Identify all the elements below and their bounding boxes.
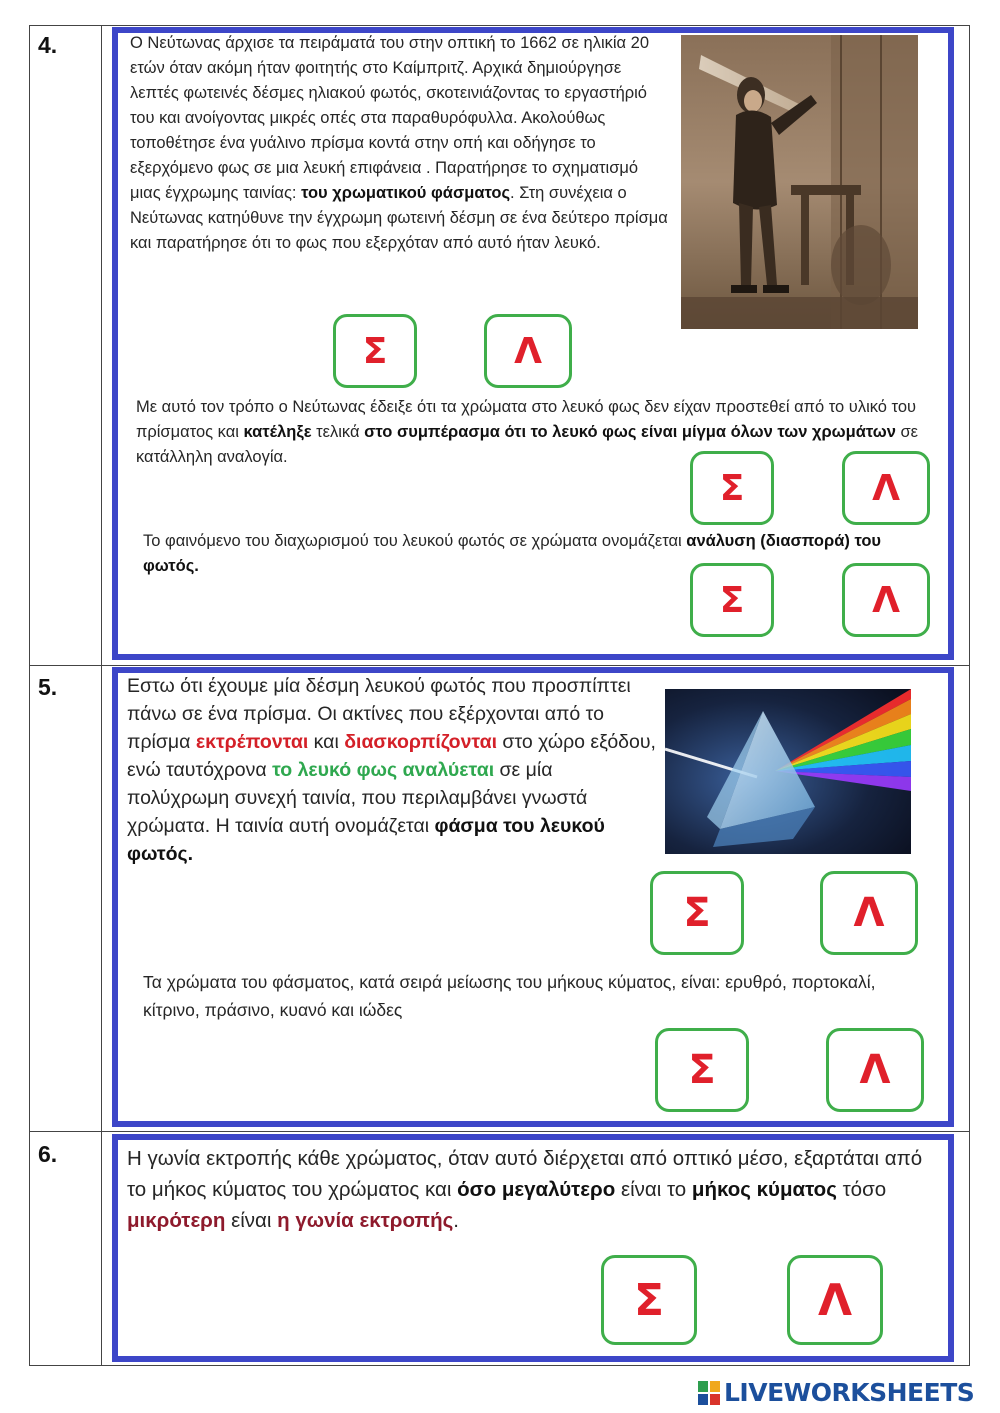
false-button[interactable]: Λ <box>787 1255 883 1345</box>
question-4-paragraph-3: Το φαινόμενο του διαχωρισμού του λευκού φωτός σε χρώματα ονομάζεται ανάλυση (διασπορά) του φωτός. <box>143 532 882 575</box>
question-number: 5. <box>38 674 58 700</box>
true-button[interactable]: Σ <box>655 1028 749 1112</box>
prism-rainbow-illustration <box>665 689 911 854</box>
question-number: 4. <box>38 32 58 58</box>
true-button[interactable]: Σ <box>690 451 774 525</box>
false-button[interactable]: Λ <box>484 314 572 388</box>
question-number: 6. <box>38 1141 58 1167</box>
table-border-top <box>29 25 970 26</box>
liveworksheets-logo-icon <box>698 1381 720 1405</box>
true-button[interactable]: Σ <box>650 871 744 955</box>
true-button[interactable]: Σ <box>690 563 774 637</box>
table-row-divider <box>29 665 970 666</box>
true-button[interactable]: Σ <box>601 1255 697 1345</box>
table-row-divider <box>29 1131 970 1132</box>
newton-prism-experiment-image <box>681 35 918 329</box>
false-button[interactable]: Λ <box>820 871 918 955</box>
liveworksheets-logo <box>698 1378 974 1407</box>
newton-illustration <box>681 35 918 329</box>
table-border-left <box>29 25 30 1366</box>
question-5-paragraph-1: Εστω ότι έχουμε μία δέσμη λευκού φωτός που προσπίπτει πάνω σε ένα πρίσμα. Οι ακτίνες που εξέρχονται από το πρίσμα εκτρέπονται και διασκορπίζονται στο χώρο εξόδου, ενώ ταυτόχρονα το λευκό φως αναλύεται σε μία πολύχρωμη συνεχή ταινία, που περιλαμβάνει γνωστά χρώματα. Η ταινία αυτή ονομάζεται φάσμα του λευκού φωτός. <box>127 675 656 865</box>
question-6-paragraph-1: Η γωνία εκτροπής κάθε χρώματος, όταν αυτό διέρχεται από οπτικό μέσο, εξαρτάται από το μήκος κύματος του χρώματος και όσο μεγαλύτερο είναι το μήκος κύματος τόσο μικρότερη είναι η γωνία εκτροπής. <box>127 1147 923 1232</box>
table-column-divider <box>101 25 102 1366</box>
table-border-bottom <box>29 1365 970 1366</box>
table-border-right <box>969 25 970 1366</box>
question-5-paragraph-2: Τα χρώματα του φάσματος, κατά σειρά μείωσης του μήκους κύματος, είναι: ερυθρό, πορτοκαλί, κίτρινο, πράσινο, κυανό και ιώδες <box>143 972 876 1020</box>
prism-dispersion-image <box>665 689 911 854</box>
logo-text: LIVEWORKSHEETS <box>724 1378 975 1407</box>
true-button[interactable]: Σ <box>333 314 417 388</box>
false-button[interactable]: Λ <box>842 451 930 525</box>
question-4-paragraph-2: Με αυτό τον τρόπο ο Νεύτωνας έδειξε ότι τα χρώματα στο λευκό φως δεν είχαν προστεθεί από το υλικό του πρίσματος και κατέληξε τελικά στο συμπέρασμα ότι το λευκό φως είναι μίγμα όλων των χρωμάτων σε κατάλληλη αναλογία. <box>136 398 918 466</box>
false-button[interactable]: Λ <box>842 563 930 637</box>
false-button[interactable]: Λ <box>826 1028 924 1112</box>
question-4-paragraph-1: Ο Νεύτωνας άρχισε τα πειράματά του στην οπτική το 1662 σε ηλικία 20 ετών όταν ακόμη ήταν φοιτητής στο Καίμπριτζ. Αρχικά δημιούργησε λεπτές φωτεινές δέσμες ηλιακού φωτός, σκοτεινιάζοντας το εργαστήριό του και ανοίγοντας μικρές οπές στα παραθυρόφυλλα. Ακολούθως τοποθέτησε ένα γυάλινο πρίσμα κοντά στην οπή και οδήγησε το εξερχόμενο φως σε μια λευκή επιφάνεια . Παρατήρησε το σχηματισμό μιας έγχρωμης ταινίας: του χρωματικού φάσματος. Στη συνέχεια ο Νεύτωνας κατηύθυνε την έγχρωμη φωτεινή δέσμη σε ένα δεύτερο πρίσμα και παρατήρησε ότι το φως που εξερχόταν από αυτό ήταν λευκό. <box>130 34 668 252</box>
